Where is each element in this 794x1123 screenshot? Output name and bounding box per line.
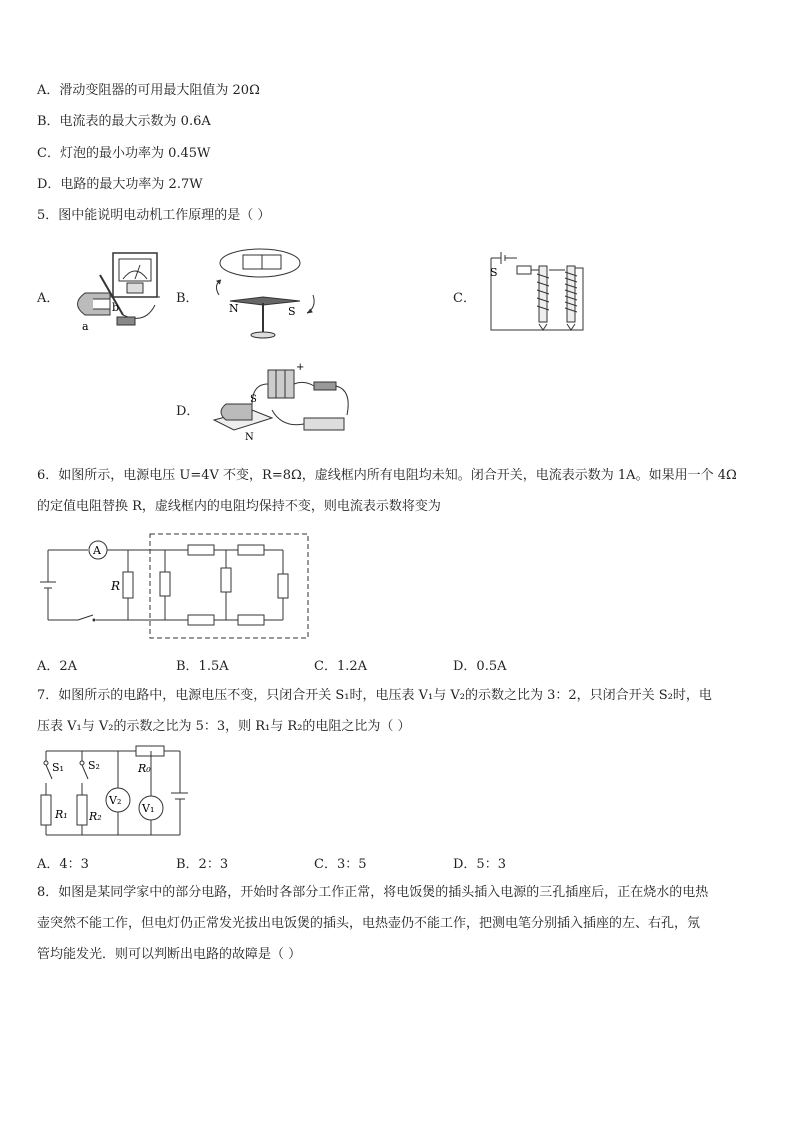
q5-stem: 5．图中能说明电动机工作原理的是（ ） <box>37 208 271 223</box>
q6-circuit-diagram <box>38 532 313 642</box>
q4-option-b: B．电流表的最大示数为 0.6A <box>37 114 211 129</box>
q5-fig-a-label-a: a <box>82 320 89 333</box>
q5-fig-b-compass-magnet <box>205 245 320 345</box>
q7-label-r1: R₁ <box>55 808 68 821</box>
q7-label-r2: R₂ <box>89 810 102 823</box>
q6-option-c: C．1.2A <box>314 659 368 674</box>
q7-label-v1: V₁ <box>142 802 155 815</box>
q6-resistor-r-label: R <box>111 579 121 593</box>
q5-option-c-label: C． <box>453 291 476 306</box>
q8-line1: 8．如图是某同学家中的部分电路，开始时各部分工作正常，将电饭煲的插头插入电源的三孔插座后，正在烧水的电热 <box>37 885 709 900</box>
q5-fig-b-label-n: N <box>229 302 239 315</box>
q8-line2: 壶突然不能工作，但电灯仍正常发光拔出电饭煲的插头，电热壶仍不能工作，把测电笔分别插入插座的左、右孔，氖 <box>37 916 701 931</box>
q7-label-s2: S₂ <box>88 759 100 772</box>
q6-stem-line1: 6．如图所示，电源电压 U=4V 不变，R=8Ω，虚线框内所有电阻均未知。闭合开关，电流表示数为 1A。如果用一个 4Ω <box>37 468 737 483</box>
q6-stem-line2: 的定值电阻替换 R，虚线框内的电阻均保持不变，则电流表示数将变为 <box>37 499 441 514</box>
q5-option-a-label: A． <box>37 291 60 306</box>
q5-fig-b-label-s: S <box>288 305 296 318</box>
q7-stem-line2: 压表 V₁与 V₂的示数之比为 5：3，则 R₁与 R₂的电阻之比为（ ） <box>37 719 411 734</box>
q6-option-a: A．2A <box>37 659 78 674</box>
q5-fig-c-label-s: S <box>490 266 498 279</box>
q7-label-s1: S₁ <box>52 761 64 774</box>
q4-option-d: D．电路的最大功率为 2.7W <box>37 177 203 192</box>
q8-line3: 管均能发光．则可以判断出电路的故障是（ ） <box>37 947 302 962</box>
q7-option-b: B．2：3 <box>176 857 229 872</box>
q5-fig-d-label-s: S <box>250 394 257 405</box>
q7-stem-line1: 7．如图所示的电路中，电源电压不变，只闭合开关 S₁时，电压表 V₁与 V₂的示数之比为 3：2，只闭合开关 S₂时，电 <box>37 688 712 703</box>
q6-ammeter-label: A <box>93 544 101 557</box>
q5-fig-c-electromagnets <box>487 248 587 333</box>
q7-option-c: C．3：5 <box>314 857 367 872</box>
q7-label-r0: R₀ <box>138 762 151 775</box>
q4-option-a: A．滑动变阻器的可用最大阻值为 20Ω <box>37 83 260 98</box>
q7-option-a: A．4：3 <box>37 857 89 872</box>
q7-label-v2: V₂ <box>109 794 122 807</box>
q5-fig-d-motor-circuit <box>212 360 357 442</box>
q5-option-b-label: B． <box>176 291 199 306</box>
q7-option-d: D．5：3 <box>453 857 506 872</box>
q5-fig-d-label-plus: + <box>296 362 305 373</box>
q5-fig-a-label-b: b <box>112 301 120 314</box>
q5-fig-a-galvanometer <box>65 245 165 335</box>
q5-fig-d-label-n: N <box>245 432 254 442</box>
q6-option-b: B．1.5A <box>176 659 229 674</box>
q6-option-d: D．0.5A <box>453 659 507 674</box>
q7-circuit-diagram <box>38 745 188 840</box>
q5-option-d-label: D． <box>176 404 200 419</box>
q4-option-c: C．灯泡的最小功率为 0.45W <box>37 146 211 161</box>
